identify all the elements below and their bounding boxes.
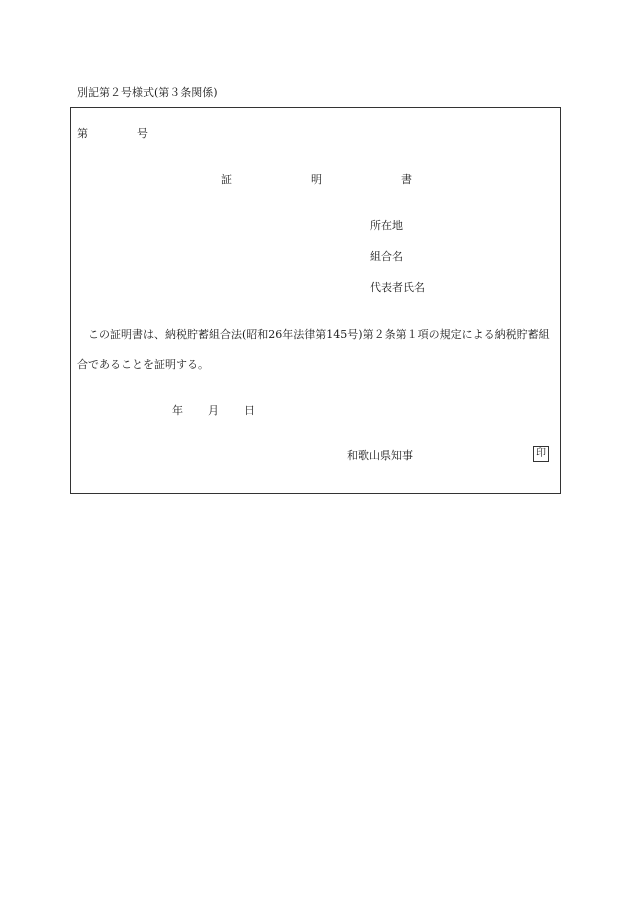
seal-mark: 印: [533, 446, 549, 462]
date-year: 年: [172, 404, 183, 417]
certificate-body: この証明書は、納税貯蓄組合法(昭和26年法律第145号)第２条第１項の規定による納税貯蓄組合であることを証明する。: [77, 328, 550, 371]
number-prefix: 第: [77, 127, 88, 140]
date-month: 月: [208, 404, 219, 417]
union-name-label: 組合名: [370, 250, 403, 263]
issuer-title: 和歌山県知事: [347, 449, 413, 462]
representative-label: 代表者氏名: [370, 281, 425, 294]
date-day: 日: [244, 404, 255, 417]
form-label: 別記第２号様式(第３条関係): [77, 86, 218, 99]
title-char-1: 証: [221, 173, 232, 186]
location-label: 所在地: [370, 219, 403, 232]
number-suffix: 号: [137, 127, 148, 140]
certificate-frame: [70, 107, 561, 494]
title-char-2: 明: [311, 173, 322, 186]
title-char-3: 書: [401, 173, 412, 186]
